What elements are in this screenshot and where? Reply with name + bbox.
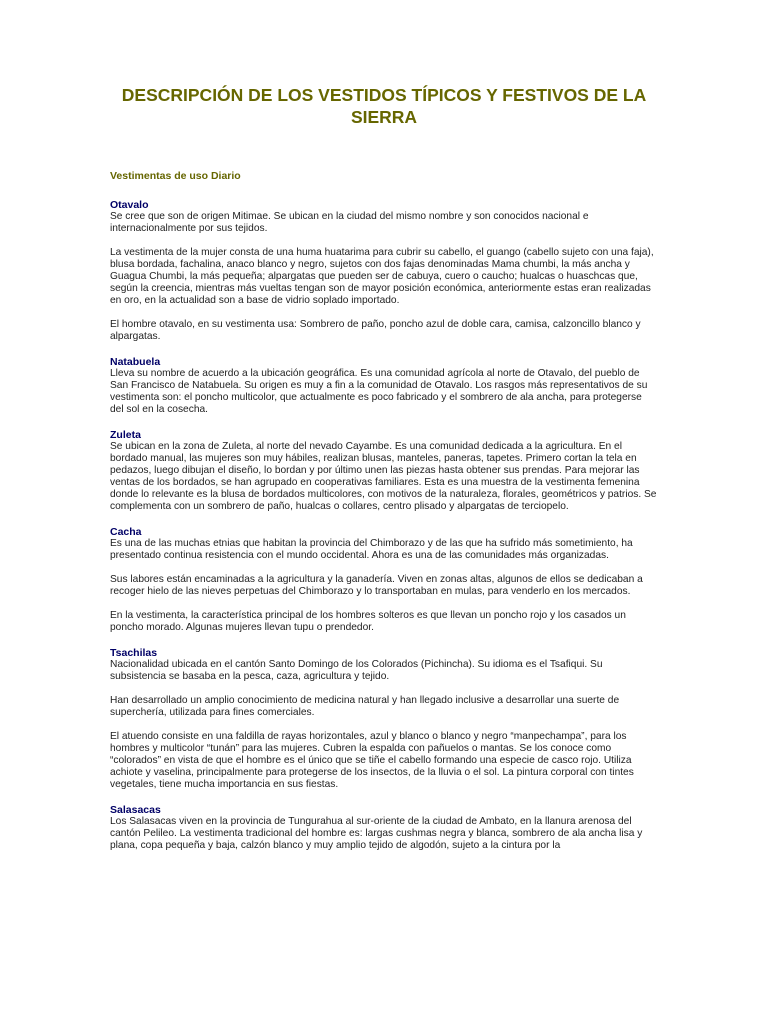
paragraph: Nacionalidad ubicada en el cantón Santo Domingo de los Colorados (Pichincha). Su idioma es el Tsafiqui. Su subsistencia se basaba en la pesca, caza, agricultura y tejido. xyxy=(110,659,603,682)
paragraph: Se cree que son de origen Mitimae. Se ubican en la ciudad del mismo nombre y son conocidos nacional e internacionalmente por sus tejidos. xyxy=(110,211,589,234)
paragraph: El atuendo consiste en una faldilla de rayas horizontales, azul y blanco o blanco y negro “manpechampa”, para los hombres y multicolor “tunán” para las mujeres. Cubren la espalda con pañuelos o mantas. Se los conoce como “colorados” en vista de que el hombre es el único que se tiñe el cabello formando una especie de casco rojo. Utiliza achiote y vaselina, principalmente para protegerse de los insectos, de la lluvia o el sol. La pintura corporal con tintes vegetales, tiene mucha importancia en sus fiestas. xyxy=(110,731,634,790)
group-natabuela xyxy=(110,356,658,416)
document-body xyxy=(110,170,658,852)
group-tsachilas xyxy=(110,647,658,791)
paragraph: Se ubican en la zona de Zuleta, al norte del nevado Cayambe. Es una comunidad dedicada a la agricultura. En el bordado manual, las mujeres son muy hábiles, realizan blusas, manteles, paneras, tapetes. Primero cortan la tela en pedazos, luego dibujan el diseño, lo bordan y por último unen las piezas hasta obtener sus prendas. Para mejorar las ventas de los bordados, se han agrupado en cooperativas familiares. Esta es una muestra de la vestimenta femenina donde lo relevante es la blusa de bordados multicolores, con motivos de la naturaleza, florales, geométricos y patrios. Se complementa con un sombrero de paño, hualcas o collares, centro plisado y alpargatas de terciopelo. xyxy=(110,441,657,512)
group-heading: Zuleta xyxy=(110,429,141,441)
paragraph: Los Salasacas viven en la provincia de Tungurahua al sur-oriente de la ciudad de Ambato, en la llanura arenosa del cantón Pelileo. La vestimenta tradicional del hombre es: largas cushmas negra y blanca, sombrero de ala ancha lisa y plana, copa pequeña y baja, calzón blanco y muy amplio tejido de algodón, sujeto a la cintura por la xyxy=(110,816,643,851)
section-heading: Vestimentas de uso Diario xyxy=(110,170,241,182)
group-heading: Natabuela xyxy=(110,356,161,368)
group-cacha xyxy=(110,526,658,634)
group-heading: Otavalo xyxy=(110,199,149,211)
paragraph: En la vestimenta, la característica principal de los hombres solteros es que llevan un poncho rojo y los casados un poncho morado. Algunas mujeres llevan tupu o prendedor. xyxy=(110,610,626,633)
group-otavalo xyxy=(110,199,658,343)
group-salasacas xyxy=(110,804,658,852)
paragraph: Han desarrollado un amplio conocimiento de medicina natural y han llegado inclusive a desarrollar una suerte de superchería, utilizada para fines comerciales. xyxy=(110,695,620,718)
page-title: DESCRIPCIÓN DE LOS VESTIDOS TÍPICOS Y FESTIVOS DE LA SIERRA xyxy=(121,85,647,127)
paragraph: El hombre otavalo, en su vestimenta usa: Sombrero de paño, poncho azul de doble cara, camisa, calzoncillo blanco y alpargatas. xyxy=(110,319,641,342)
paragraph: Sus labores están encaminadas a la agricultura y la ganadería. Viven en zonas altas, algunos de ellos se dedicaban a recoger hielo de las nieves perpetuas del Chimborazo y lo transportaban en mulas, para venderlo en los mercados. xyxy=(110,574,643,597)
paragraph: Lleva su nombre de acuerdo a la ubicación geográfica. Es una comunidad agrícola al norte de Otavalo, del pueblo de San Francisco de Natabuela. Su origen es muy a fin a la comunidad de Otavalo. Los rasgos más representativos de su vestimenta son: el poncho multicolor, que actualmente es poco fabricado y el sombrero de ala ancha, para protegerse del sol en la cosecha. xyxy=(110,368,648,415)
paragraph: La vestimenta de la mujer consta de una huma huatarima para cubrir su cabello, el guango (cabello sujeto con una faja), blusa bordada, fachalina, anaco blanco y negro, sujetos con dos fajas denominadas Mama chumbi, la más ancha y Guagua Chumbi, la más pequeña; alpargatas que pueden ser de cabuya, cuero o caucho; hualcas o huaschcas que, según la creencia, mientras más vueltas tengan son de mayor posición económica, anteriormente estas eran realizadas en oro, en la actualidad son a base de vidrio soplado importado. xyxy=(110,247,654,306)
group-zuleta xyxy=(110,429,658,513)
group-heading: Cacha xyxy=(110,526,142,538)
group-heading: Tsachilas xyxy=(110,647,158,659)
group-heading: Salasacas xyxy=(110,804,161,816)
paragraph: Es una de las muchas etnias que habitan la provincia del Chimborazo y de las que ha sufrido más sometimiento, ha presentado continua resistencia con el mundo occidental. Ahora es una de las comunidades más organizadas. xyxy=(110,538,633,561)
